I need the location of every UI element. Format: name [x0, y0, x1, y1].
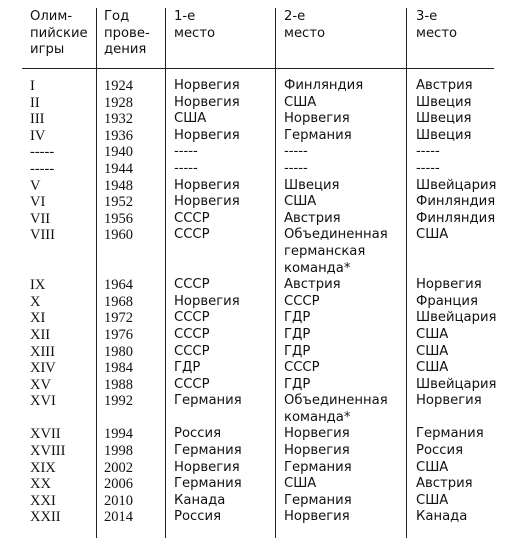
cell-third-place: Швейцария — [416, 376, 497, 392]
header-divider — [22, 68, 494, 69]
cell-third-place: Швеция — [416, 111, 472, 127]
cell-third-place: Швеция — [416, 127, 472, 143]
cell-second-place: Норвегия — [284, 426, 350, 442]
cell-games: ----- — [30, 160, 55, 177]
table-row — [0, 310, 523, 327]
table-row — [0, 426, 523, 443]
header-year: Год прове- дения — [104, 9, 150, 57]
cell-second-place: США — [284, 476, 317, 492]
table-row — [0, 111, 523, 128]
cell-games: VI — [30, 194, 46, 211]
table-row — [0, 144, 523, 161]
cell-year: 1976 — [104, 326, 133, 343]
cell-games: XIV — [30, 360, 56, 377]
cell-second-place: Норвегия — [284, 509, 350, 525]
cell-games: XV — [30, 376, 51, 393]
cell-second-place: США — [284, 94, 317, 110]
cell-first-place: ----- — [174, 144, 198, 160]
header-games: Олим- пийские игры — [30, 9, 88, 57]
cell-third-place: Австрия — [416, 476, 473, 492]
cell-games: XVII — [30, 426, 61, 443]
cell-second-place: Австрия — [284, 277, 341, 293]
cell-second-place: Норвегия — [284, 111, 350, 127]
cell-first-place: Норвегия — [174, 78, 240, 93]
cell-year: 1998 — [104, 443, 133, 460]
cell-third-place: Франция — [416, 293, 478, 309]
cell-second-place: Швеция — [284, 177, 340, 193]
table-row — [0, 460, 523, 477]
cell-third-place: США — [416, 492, 449, 508]
table-row — [0, 443, 523, 460]
cell-second-place: Германия — [284, 492, 352, 508]
cell-first-place: СССР — [174, 310, 210, 326]
table-row — [0, 128, 523, 145]
cell-first-place: ----- — [174, 160, 198, 176]
cell-year: 1992 — [104, 393, 133, 410]
cell-first-place: СССР — [174, 227, 210, 243]
cell-third-place: Германия — [416, 426, 484, 442]
header-first-place: 1-е место — [174, 9, 216, 41]
cell-year: 1928 — [104, 94, 133, 111]
cell-first-place: Норвегия — [174, 194, 240, 210]
table-row — [0, 277, 523, 294]
table-row — [0, 194, 523, 211]
cell-third-place: США — [416, 343, 449, 359]
cell-games: XX — [30, 476, 51, 493]
cell-year: 1936 — [104, 127, 133, 144]
cell-year: 1956 — [104, 210, 133, 227]
cell-games: I — [30, 78, 35, 94]
cell-third-place: ----- — [416, 144, 440, 160]
cell-first-place: Германия — [174, 393, 242, 409]
table-row — [0, 211, 523, 228]
cell-second-place: Объединенная команда* — [284, 393, 388, 425]
table-row — [0, 294, 523, 311]
cell-games: XIII — [30, 343, 55, 360]
cell-first-place: Норвегия — [174, 94, 240, 110]
cell-games: II — [30, 94, 40, 111]
cell-games: VIII — [30, 227, 55, 244]
cell-second-place: Австрия — [284, 210, 341, 226]
cell-third-place: Австрия — [416, 78, 473, 93]
table-row — [0, 161, 523, 178]
cell-games: VII — [30, 210, 51, 227]
cell-third-place: Швеция — [416, 94, 472, 110]
table-row — [0, 360, 523, 377]
cell-third-place: Россия — [416, 443, 464, 459]
cell-first-place: ГДР — [174, 360, 201, 376]
cell-first-place: Россия — [174, 426, 222, 442]
cell-year: 1952 — [104, 194, 133, 211]
cell-second-place: ----- — [284, 160, 308, 176]
cell-year: 1980 — [104, 343, 133, 360]
table-row — [0, 377, 523, 394]
table-row — [0, 178, 523, 195]
cell-games: IX — [30, 277, 46, 294]
cell-year: 1924 — [104, 78, 133, 94]
table-row — [0, 493, 523, 510]
cell-games: V — [30, 177, 41, 194]
cell-first-place: Норвегия — [174, 177, 240, 193]
table-row — [0, 476, 523, 493]
cell-first-place: СССР — [174, 210, 210, 226]
table-body — [0, 78, 523, 526]
cell-third-place: США — [416, 459, 449, 475]
cell-year: 1940 — [104, 144, 133, 161]
table-row — [0, 95, 523, 112]
cell-year: 1988 — [104, 376, 133, 393]
cell-third-place: Канада — [416, 509, 468, 525]
cell-year: 1964 — [104, 277, 133, 294]
cell-games: XIX — [30, 459, 56, 476]
cell-first-place: Германия — [174, 443, 242, 459]
cell-second-place: США — [284, 194, 317, 210]
cell-second-place: ГДР — [284, 326, 311, 342]
cell-third-place: ----- — [416, 160, 440, 176]
cell-first-place: СССР — [174, 326, 210, 342]
cell-games: XII — [30, 326, 51, 343]
cell-first-place: Россия — [174, 509, 222, 525]
table-row — [0, 344, 523, 361]
cell-first-place: СССР — [174, 376, 210, 392]
cell-second-place: СССР — [284, 360, 320, 376]
cell-year: 1968 — [104, 293, 133, 310]
cell-first-place: СССР — [174, 343, 210, 359]
cell-games: XVIII — [30, 443, 66, 460]
cell-games: IV — [30, 127, 46, 144]
header-second-place: 2-е место — [284, 9, 326, 41]
cell-first-place: Норвегия — [174, 127, 240, 143]
cell-games: ----- — [30, 144, 55, 161]
cell-second-place: ГДР — [284, 343, 311, 359]
cell-second-place: Финляндия — [284, 78, 364, 93]
header-third-place: 3-е место — [416, 9, 458, 41]
cell-second-place: Германия — [284, 127, 352, 143]
cell-year: 1994 — [104, 426, 133, 443]
cell-second-place: Норвегия — [284, 443, 350, 459]
cell-second-place: ГДР — [284, 310, 311, 326]
cell-games: XXI — [30, 492, 56, 509]
cell-year: 2010 — [104, 492, 133, 509]
cell-games: III — [30, 111, 45, 128]
cell-year: 1960 — [104, 227, 133, 244]
table-row — [0, 227, 523, 277]
cell-first-place: США — [174, 111, 207, 127]
table-row — [0, 509, 523, 526]
cell-third-place: США — [416, 227, 449, 243]
table-row — [0, 327, 523, 344]
cell-second-place: Объединенная германская команда* — [284, 227, 388, 276]
cell-games: XXII — [30, 509, 61, 526]
cell-third-place: США — [416, 326, 449, 342]
cell-first-place: СССР — [174, 277, 210, 293]
cell-first-place: Германия — [174, 476, 242, 492]
cell-first-place: Канада — [174, 492, 226, 508]
cell-third-place: Норвегия — [416, 393, 482, 409]
cell-year: 1984 — [104, 360, 133, 377]
cell-year: 2006 — [104, 476, 133, 493]
cell-year: 2014 — [104, 509, 133, 526]
cell-third-place: Швейцария — [416, 310, 497, 326]
cell-third-place: США — [416, 360, 449, 376]
cell-games: XI — [30, 310, 46, 327]
cell-second-place: СССР — [284, 293, 320, 309]
cell-third-place: Финляндия — [416, 194, 496, 210]
table-row — [0, 393, 523, 426]
cell-games: X — [30, 293, 41, 310]
cell-games: XVI — [30, 393, 56, 410]
cell-year: 1948 — [104, 177, 133, 194]
cell-year: 1932 — [104, 111, 133, 128]
cell-first-place: Норвегия — [174, 293, 240, 309]
table-row — [0, 78, 523, 95]
cell-year: 1944 — [104, 160, 133, 177]
cell-second-place: ----- — [284, 144, 308, 160]
cell-third-place: Норвегия — [416, 277, 482, 293]
cell-year: 2002 — [104, 459, 133, 476]
cell-first-place: Норвегия — [174, 459, 240, 475]
cell-second-place: ГДР — [284, 376, 311, 392]
cell-third-place: Финляндия — [416, 210, 496, 226]
cell-third-place: Швейцария — [416, 177, 497, 193]
cell-second-place: Германия — [284, 459, 352, 475]
cell-year: 1972 — [104, 310, 133, 327]
